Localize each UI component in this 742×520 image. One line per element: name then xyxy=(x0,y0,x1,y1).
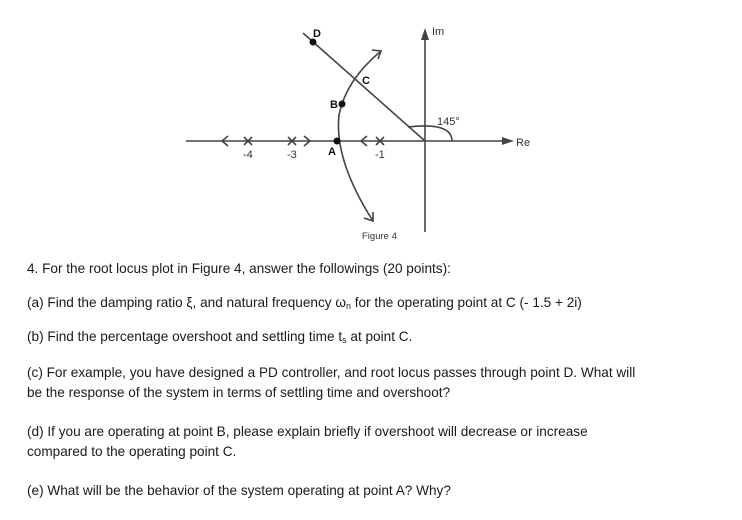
question-d-line1: (d) If you are operating at point B, please explain briefly if overshoot will decrease or increase xyxy=(27,424,588,439)
question-a xyxy=(27,295,582,311)
axis-im-label: Im xyxy=(432,26,445,38)
subscript-n: n xyxy=(345,301,351,311)
angle-arc xyxy=(408,126,452,141)
question-b xyxy=(27,329,412,345)
point-b-marker xyxy=(339,101,346,108)
question-c-line2: be the response of the system in terms of settling time and overshoot? xyxy=(27,385,451,400)
point-a-label: A xyxy=(328,146,336,158)
damping-line xyxy=(303,33,425,141)
point-a-marker xyxy=(334,138,341,145)
point-d-label: D xyxy=(313,28,321,40)
tick-label: -3 xyxy=(287,149,297,161)
question-e: (e) What will be the behavior of the system operating at point A? Why? xyxy=(27,483,451,498)
question-d-line2: compared to the operating point C. xyxy=(27,444,237,459)
locus-arc xyxy=(338,51,381,221)
question-a-text-end: for the operating point at C (- 1.5 + 2i) xyxy=(350,295,582,310)
question-b-text: (b) Find the percentage overshoot and settling time t xyxy=(27,329,343,344)
question-intro: 4. For the root locus plot in Figure 4, answer the followings (20 points): xyxy=(27,261,451,276)
re-arrowhead xyxy=(502,137,514,145)
question-b-text-end: at point C. xyxy=(346,329,413,344)
point-c-label: C xyxy=(362,75,370,87)
tick-label: -4 xyxy=(243,149,253,161)
question-c-line1: (c) For example, you have designed a PD controller, and root locus passes through point D. What will xyxy=(27,365,636,380)
axis-re-label: Re xyxy=(516,137,531,149)
point-b-label: B xyxy=(330,99,338,111)
angle-label: 145° xyxy=(437,116,460,128)
figure-caption: Figure 4 xyxy=(362,231,397,242)
subscript-s: s xyxy=(342,335,347,345)
tick-label: -1 xyxy=(375,149,385,161)
question-a-text: (a) Find the damping ratio ξ, and natural frequency ω xyxy=(27,295,346,310)
im-arrowhead xyxy=(421,28,429,40)
